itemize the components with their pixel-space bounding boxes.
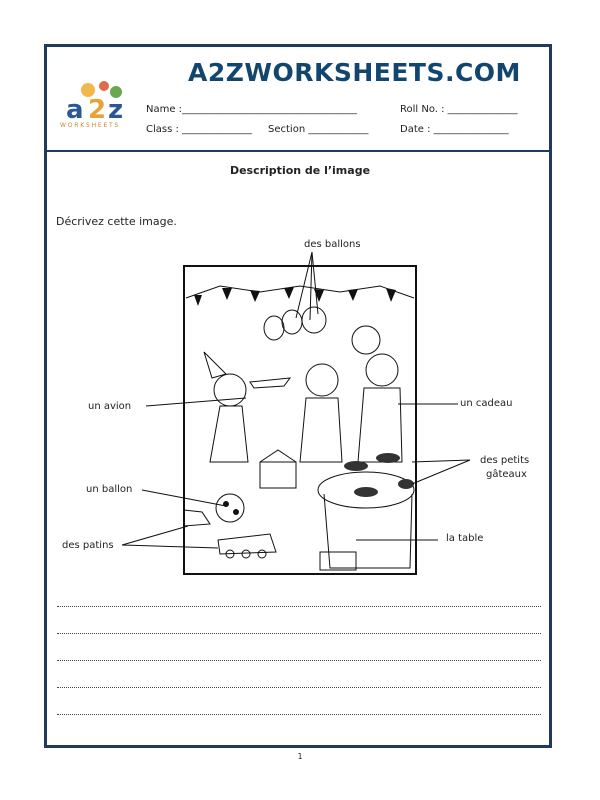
- page-number: 1: [297, 752, 303, 761]
- label-cakes-line1: des petits: [480, 455, 530, 466]
- logo-mark: a: [66, 95, 84, 125]
- name-field[interactable]: Name :___________________________________: [146, 104, 358, 115]
- answer-line[interactable]: [57, 687, 541, 688]
- answer-line[interactable]: [57, 633, 541, 634]
- label-skates: des patins: [62, 540, 114, 551]
- date-field[interactable]: Date : _______________: [400, 124, 509, 135]
- instruction-text: Décrivez cette image.: [56, 215, 177, 228]
- logo-subtitle: WORKSHEETS: [60, 122, 121, 129]
- svg-text:z: z: [108, 95, 124, 125]
- svg-text:2: 2: [88, 95, 107, 125]
- section-field[interactable]: Section ____________: [268, 124, 369, 135]
- roll-number-field[interactable]: Roll No. : ______________: [400, 104, 518, 115]
- site-brand-title: A2ZWORKSHEETS.COM: [188, 58, 521, 87]
- label-plane: un avion: [88, 401, 132, 412]
- label-ball: un ballon: [86, 484, 133, 495]
- answer-line[interactable]: [57, 606, 541, 607]
- worksheet-title: Description de l’image: [229, 164, 371, 177]
- label-gift: un cadeau: [460, 398, 513, 409]
- class-field[interactable]: Class : ______________: [146, 124, 253, 135]
- answer-line[interactable]: [57, 714, 541, 715]
- answer-line[interactable]: [57, 660, 541, 661]
- label-cakes-line2: gâteaux: [486, 469, 527, 480]
- label-balloons: des ballons: [304, 239, 361, 250]
- label-table: la table: [446, 533, 484, 544]
